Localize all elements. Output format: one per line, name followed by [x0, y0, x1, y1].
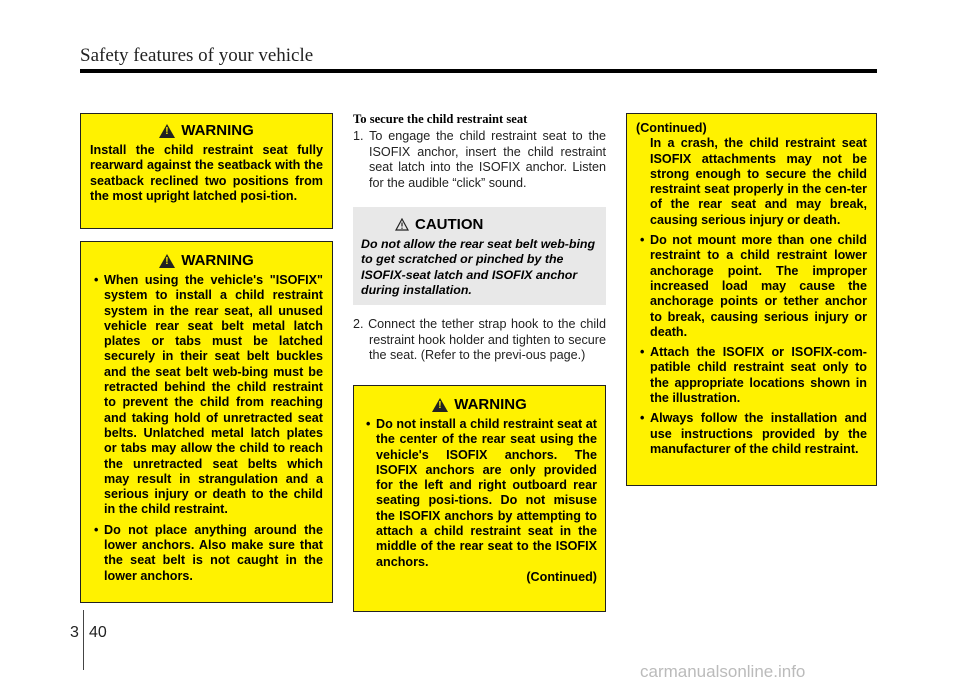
instruction-step-2: 2. Connect the tether strap hook to the child restraint hook holder and tighten to secure the seat. (Refer to the previ-ous page.) [353, 317, 606, 362]
warning-heading-label: WARNING [181, 122, 254, 139]
warning-bullet: • Do not place anything around the lower anchors. Also make sure that the seat belt is not caught in the lower anchors. [90, 523, 323, 584]
warning-box-continued [626, 113, 877, 486]
warning-bullet: • Always follow the installation and use instructions provided by the manufacturer of the child restraint. [636, 411, 867, 457]
instruction-step-1: 1. To engage the child restraint seat to the ISOFIX anchor, insert the child restraint seat latch into the ISOFIX anchor. Listen for the audible “click” sound. [353, 129, 606, 190]
warning-heading [90, 252, 323, 269]
warning-triangle-icon [159, 124, 175, 138]
caution-heading [395, 216, 598, 233]
header-rule [80, 69, 877, 73]
continued-label: (Continued) [526, 569, 597, 584]
warning-triangle-icon [159, 254, 175, 268]
warning-bullet-list [362, 417, 597, 570]
warning-heading [362, 396, 597, 413]
warning-bullet-list [90, 273, 323, 584]
warning-heading-label: WARNING [454, 396, 527, 413]
instructions-subheading: To secure the child restraint seat [353, 112, 528, 126]
warning-box-seatback [80, 113, 333, 229]
warning-text: Install the child restraint seat fully rearward against the seatback with the seatback reclined two positions from the most upright latched posi-tion. [90, 143, 323, 203]
page-header-title: Safety features of your vehicle [80, 45, 314, 66]
caution-heading-label: CAUTION [415, 216, 484, 233]
page-number: 40 [89, 624, 107, 641]
warning-bullet: • Do not install a child restraint seat at the center of the rear seat using the vehicle's ISOFIX anchors. The ISOFIX anchors are only provided for the left and right outboard rear seating posi-tions. Do not misuse the ISOFIX anchors by attempting to attach a child restraint seat in the middle of the rear seat to the ISOFIX anchors. [362, 417, 597, 570]
caution-triangle-icon [395, 218, 409, 231]
warning-bullet-list [636, 233, 867, 457]
warning-bullet: • Do not mount more than one child restraint to a child restraint lower anchorage point. The improper increased load may cause the anchorage points or tether anchor to break, causing serious injury or death. [636, 233, 867, 340]
watermark: carmanualsonline.info [640, 662, 806, 681]
continued-label: (Continued) [636, 121, 707, 135]
caution-text: Do not allow the rear seat belt web-bing to get scratched or pinched by the ISOFIX-seat latch and ISOFIX anchor during installation. [361, 237, 596, 297]
page-number-divider [83, 610, 84, 670]
warning-box-isofix-belts [80, 241, 333, 603]
warning-heading [90, 122, 323, 139]
chapter-number: 3 [70, 624, 79, 641]
warning-continued-intro: In a crash, the child restraint seat ISOFIX attachments may not be strong enough to secure the child restraint seat properly in the cen-ter of the rear seat and may break, causing serious injury or death. [650, 136, 867, 227]
warning-bullet: • When using the vehicle's "ISOFIX" system to install a child restraint system in the rear seat, all unused vehicle rear seat belt metal latch plates or tabs must be latched securely in their seat belt buckles and the seat belt web-bing must be retracted behind the child restraint to prevent the child from reaching and taking hold of unretracted seat belts. Unlatched metal latch plates or tabs may allow the child to reach the unretracted seat belts which may result in strangulation and a serious injury or death to the child in the child restraint. [90, 273, 323, 518]
instruction-step-2-section [353, 317, 606, 364]
warning-heading-label: WARNING [181, 252, 254, 269]
caution-box [353, 207, 606, 305]
instructions-section [353, 112, 606, 191]
warning-bullet: • Attach the ISOFIX or ISOFIX-com-patible child restraint seat only to the appropriate locations shown in the illustration. [636, 345, 867, 406]
warning-triangle-icon [432, 398, 448, 412]
warning-box-center-seat [353, 385, 606, 612]
